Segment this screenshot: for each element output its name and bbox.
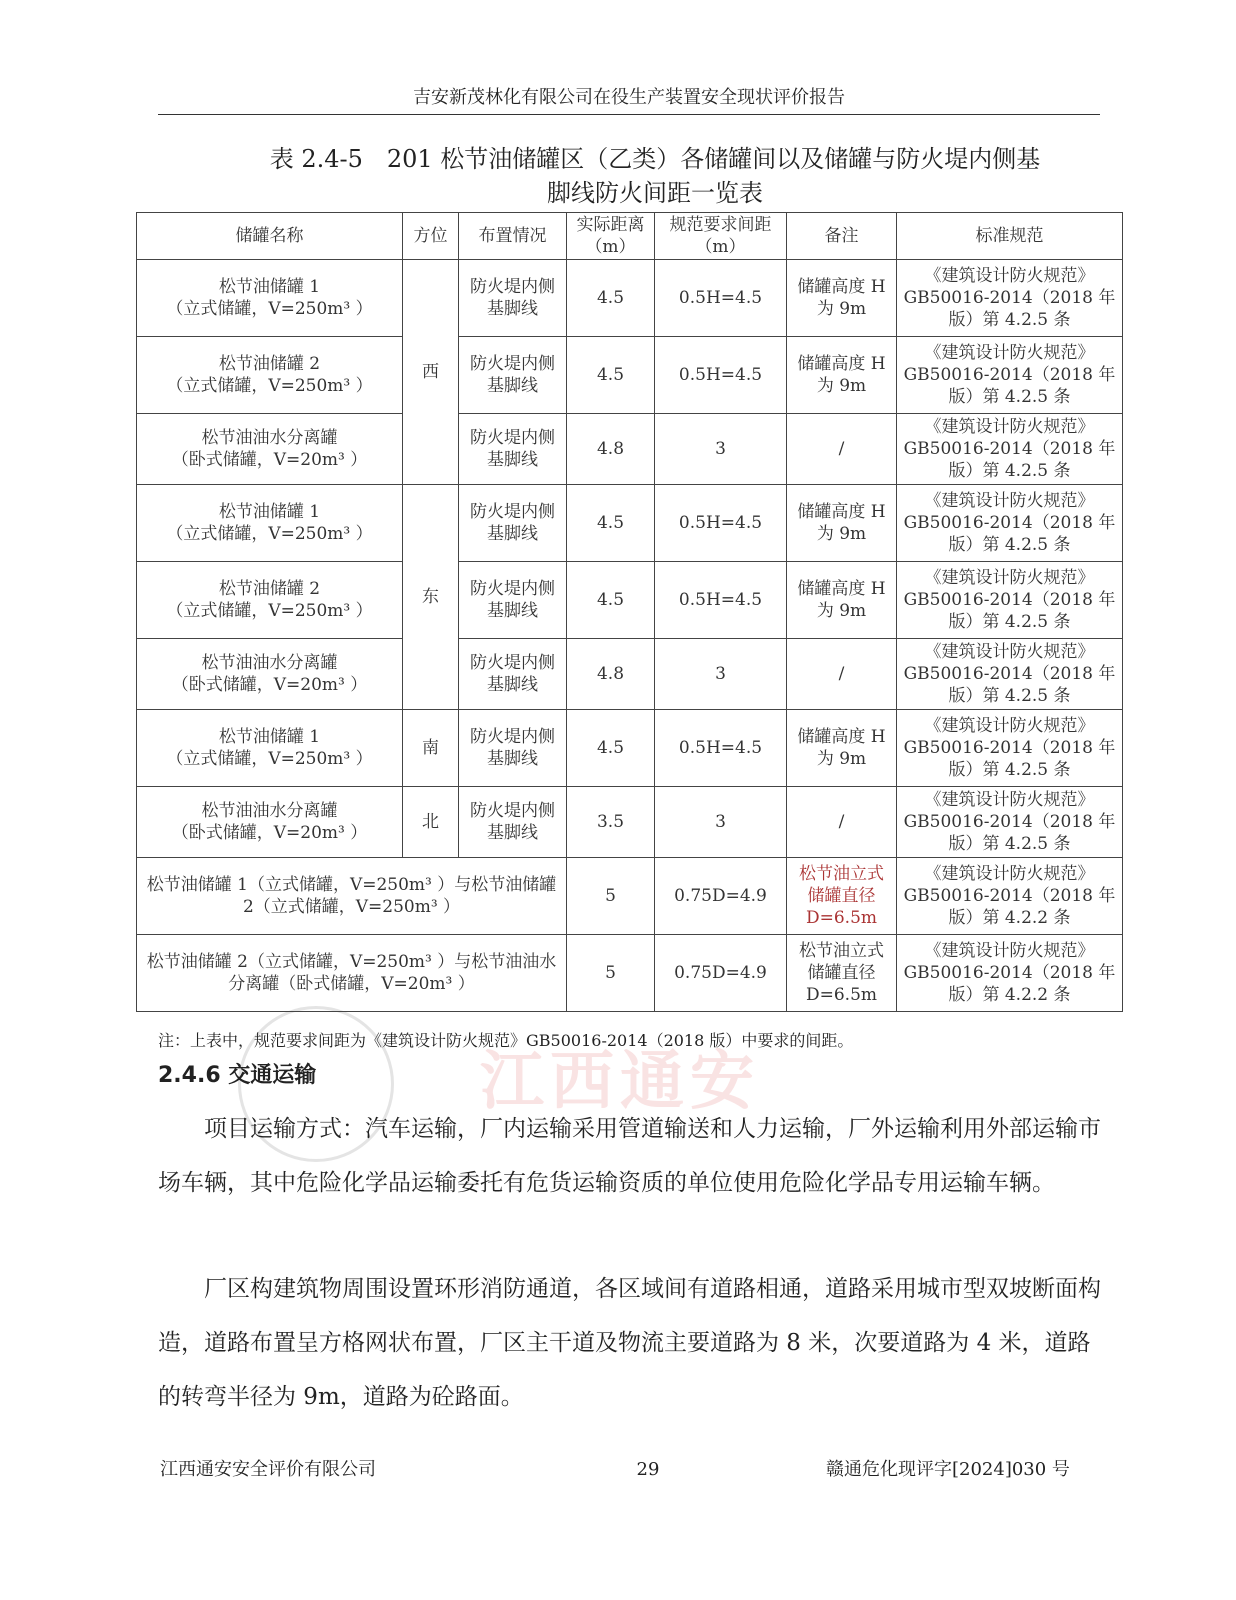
remark-cell: 储罐高度 H 为 9m	[787, 337, 897, 414]
standard-cell: 《建筑设计防火规范》GB50016-2014（2018 年版）第 4.2.5 条	[897, 337, 1123, 414]
tank-name-cell: 松节油储罐 1 （立式储罐，V=250m³ ）	[137, 485, 403, 562]
remark-cell: 松节油立式储罐直径 D=6.5m	[787, 858, 897, 935]
tank-name-cell: 松节油油水分离罐 （卧式储罐，V=20m³ ）	[137, 787, 403, 858]
actual-distance-cell: 5	[567, 858, 655, 935]
layout-cell: 防火堤内侧基脚线	[459, 414, 567, 485]
tank-name-cell: 松节油储罐 2 （立式储罐，V=250m³ ）	[137, 562, 403, 639]
remark-cell: 储罐高度 H 为 9m	[787, 562, 897, 639]
header-direction: 方位	[403, 213, 459, 260]
header-required-distance: 规范要求间距（m）	[655, 213, 787, 260]
table-row	[137, 337, 1123, 414]
remark-cell: 松节油立式储罐直径 D=6.5m	[787, 935, 897, 1012]
remark-cell: /	[787, 787, 897, 858]
actual-distance-cell: 4.5	[567, 337, 655, 414]
remark-cell: /	[787, 414, 897, 485]
standard-cell: 《建筑设计防火规范》GB50016-2014（2018 年版）第 4.2.5 条	[897, 710, 1123, 787]
remark-cell: 储罐高度 H 为 9m	[787, 485, 897, 562]
watermark: 江西通安	[480, 1045, 760, 1119]
caption-line-1: 表 2.4-5 201 松节油储罐区（乙类）各储罐间以及储罐与防火堤内侧基	[269, 145, 1041, 173]
required-distance-cell: 0.5H=4.5	[655, 260, 787, 337]
standard-cell: 《建筑设计防火规范》GB50016-2014（2018 年版）第 4.2.2 条	[897, 935, 1123, 1012]
remark-cell: /	[787, 639, 897, 710]
table-row	[137, 639, 1123, 710]
tank-name-cell: 松节油储罐 1 （立式储罐，V=250m³ ）	[137, 260, 403, 337]
remark-cell: 储罐高度 H 为 9m	[787, 710, 897, 787]
tank-pair-cell: 松节油储罐 2（立式储罐，V=250m³ ）与松节油油水分离罐（卧式储罐，V=20m³ ）	[137, 935, 567, 1012]
footer-company: 江西通安安全评价有限公司	[160, 1459, 376, 1480]
required-distance-cell: 3	[655, 639, 787, 710]
standard-cell: 《建筑设计防火规范》GB50016-2014（2018 年版）第 4.2.2 条	[897, 858, 1123, 935]
direction-cell: 东	[403, 485, 459, 710]
header-tank-name: 储罐名称	[137, 213, 403, 260]
actual-distance-cell: 4.5	[567, 260, 655, 337]
page-header: 吉安新茂林化有限公司在役生产装置安全现状评价报告	[158, 86, 1100, 115]
table-header-row	[137, 213, 1123, 260]
actual-distance-cell: 4.5	[567, 562, 655, 639]
layout-cell: 防火堤内侧基脚线	[459, 337, 567, 414]
table-row	[137, 858, 1123, 935]
required-distance-cell: 0.75D=4.9	[655, 935, 787, 1012]
standard-cell: 《建筑设计防火规范》GB50016-2014（2018 年版）第 4.2.5 条	[897, 562, 1123, 639]
tank-name-cell: 松节油油水分离罐 （卧式储罐，V=20m³ ）	[137, 414, 403, 485]
table-note: 注：上表中，规范要求间距为《建筑设计防火规范》GB50016-2014（2018 版）中要求的间距。	[158, 1031, 854, 1050]
table-row	[137, 787, 1123, 858]
layout-cell: 防火堤内侧基脚线	[459, 260, 567, 337]
caption-line-2: 脚线防火间距一览表	[547, 179, 763, 207]
header-remark: 备注	[787, 213, 897, 260]
required-distance-cell: 3	[655, 787, 787, 858]
actual-distance-cell: 4.8	[567, 639, 655, 710]
actual-distance-cell: 4.8	[567, 414, 655, 485]
standard-cell: 《建筑设计防火规范》GB50016-2014（2018 年版）第 4.2.5 条	[897, 639, 1123, 710]
actual-distance-cell: 4.5	[567, 485, 655, 562]
required-distance-cell: 0.5H=4.5	[655, 562, 787, 639]
table-row	[137, 935, 1123, 1012]
required-distance-cell: 3	[655, 414, 787, 485]
layout-cell: 防火堤内侧基脚线	[459, 485, 567, 562]
table-row	[137, 260, 1123, 337]
actual-distance-cell: 5	[567, 935, 655, 1012]
fire-distance-table	[136, 212, 1123, 1012]
table-row	[137, 485, 1123, 562]
tank-pair-cell: 松节油储罐 1（立式储罐，V=250m³ ）与松节油储罐 2（立式储罐，V=250m³ ）	[137, 858, 567, 935]
required-distance-cell: 0.5H=4.5	[655, 337, 787, 414]
direction-cell: 北	[403, 787, 459, 858]
standard-cell: 《建筑设计防火规范》GB50016-2014（2018 年版）第 4.2.5 条	[897, 414, 1123, 485]
actual-distance-cell: 3.5	[567, 787, 655, 858]
header-actual-distance: 实际距离（m）	[567, 213, 655, 260]
paragraph-transport-mode: 项目运输方式：汽车运输，厂内运输采用管道输送和人力运输，厂外运输利用外部运输市场车辆，其中危险化学品运输委托有危货运输资质的单位使用危险化学品专用运输车辆。	[158, 1116, 1101, 1196]
layout-cell: 防火堤内侧基脚线	[459, 639, 567, 710]
standard-cell: 《建筑设计防火规范》GB50016-2014（2018 年版）第 4.2.5 条	[897, 787, 1123, 858]
footer-document-number: 赣通危化现评字[2024]030 号	[826, 1459, 1070, 1480]
table-row	[137, 414, 1123, 485]
tank-name-cell: 松节油油水分离罐 （卧式储罐，V=20m³ ）	[137, 639, 403, 710]
layout-cell: 防火堤内侧基脚线	[459, 562, 567, 639]
direction-cell: 南	[403, 710, 459, 787]
layout-cell: 防火堤内侧基脚线	[459, 787, 567, 858]
direction-cell: 西	[403, 260, 459, 485]
layout-cell: 防火堤内侧基脚线	[459, 710, 567, 787]
tank-name-cell: 松节油储罐 1 （立式储罐，V=250m³ ）	[137, 710, 403, 787]
table-row	[137, 562, 1123, 639]
table-caption	[150, 142, 1160, 210]
table-row	[137, 710, 1123, 787]
required-distance-cell: 0.75D=4.9	[655, 858, 787, 935]
paragraph-road-layout: 厂区构建筑物周围设置环形消防通道，各区域间有道路相通，道路采用城市型双坡断面构造，道路布置呈方格网状布置，厂区主干道及物流主要道路为 8 米，次要道路为 4 米，道路的转弯半径为 9m，道路为砼路面。	[158, 1276, 1101, 1410]
standard-cell: 《建筑设计防火规范》GB50016-2014（2018 年版）第 4.2.5 条	[897, 260, 1123, 337]
standard-cell: 《建筑设计防火规范》GB50016-2014（2018 年版）第 4.2.5 条	[897, 485, 1123, 562]
header-layout: 布置情况	[459, 213, 567, 260]
header-standard: 标准规范	[897, 213, 1123, 260]
actual-distance-cell: 4.5	[567, 710, 655, 787]
required-distance-cell: 0.5H=4.5	[655, 710, 787, 787]
tank-name-cell: 松节油储罐 2 （立式储罐，V=250m³ ）	[137, 337, 403, 414]
section-title: 2.4.6 交通运输	[158, 1063, 317, 1088]
required-distance-cell: 0.5H=4.5	[655, 485, 787, 562]
page-number: 29	[636, 1459, 660, 1480]
remark-cell: 储罐高度 H 为 9m	[787, 260, 897, 337]
